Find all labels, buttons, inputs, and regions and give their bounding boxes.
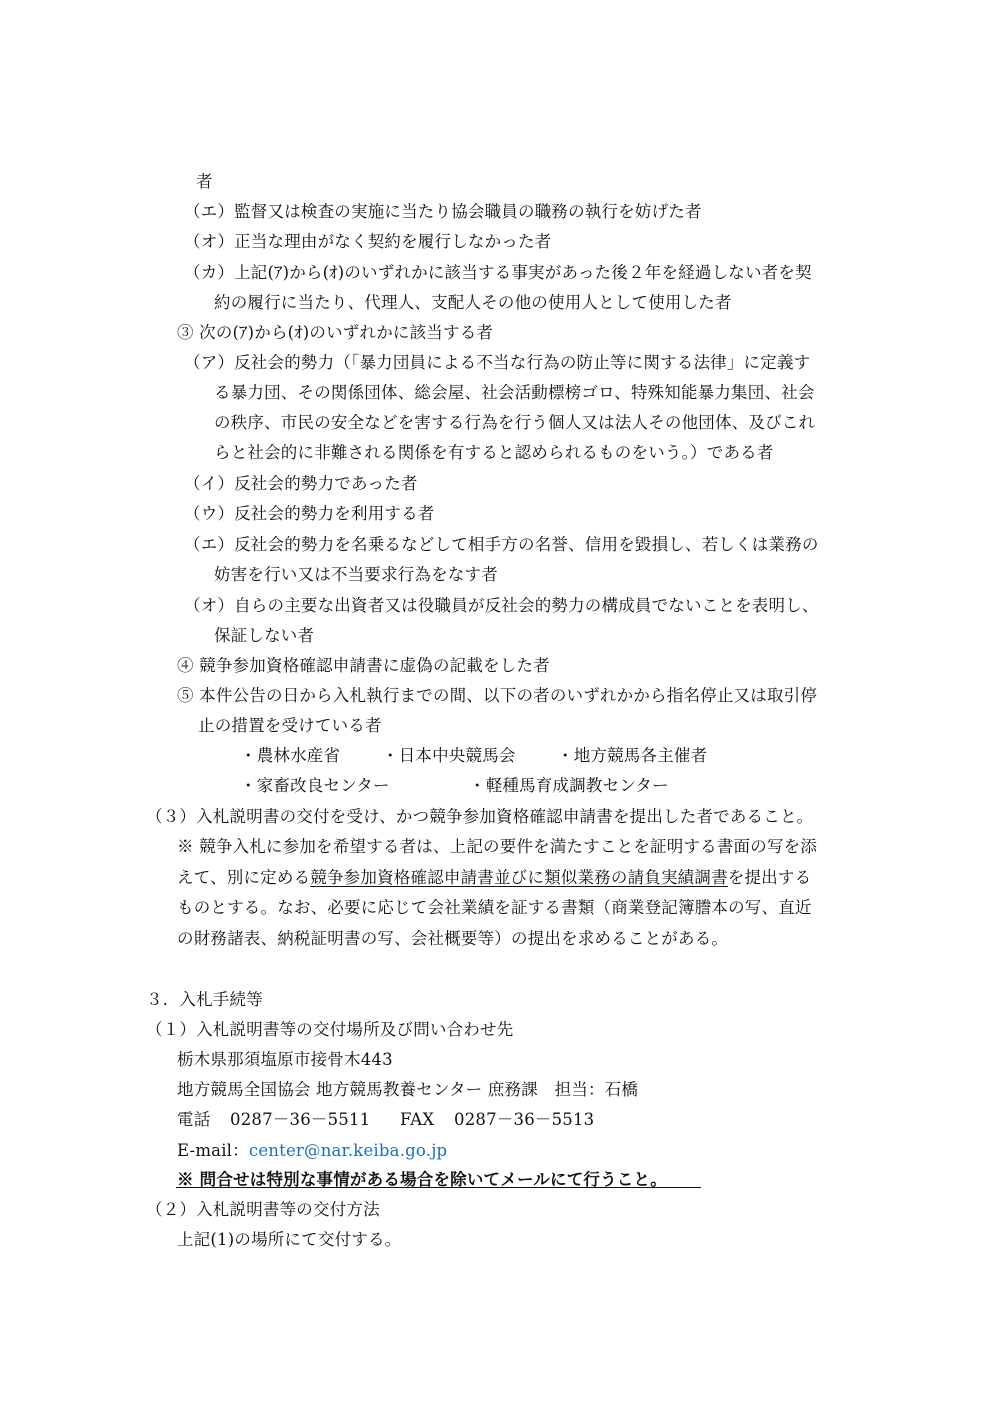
email-label: E-mail： — [177, 1141, 249, 1160]
note-underlined-docs: 競争参加資格確認申請書並びに類似業務の請負実績調書 — [310, 868, 728, 887]
list-item-o: （オ）正当な理由がなく契約を履行しなかった者 — [184, 232, 552, 251]
org-jra: ・日本中央競馬会 — [382, 746, 516, 765]
tel-label: 電話 — [177, 1110, 211, 1129]
note-line-2 — [177, 868, 811, 888]
subsection-1-heading: （１）入札説明書等の交付場所及び問い合わせ先 — [146, 1020, 514, 1039]
org-livestock-center: ・家畜改良センター — [240, 776, 390, 795]
item-3-e: （エ）反社会的勢力を名乗るなどして相手方の名誉、信用を毀損し、若しくは業務の — [184, 535, 819, 554]
note-pre: えて、別に定める — [177, 868, 311, 887]
item-3-a-cont-1: る暴力団、その関係団体、総会屋、社会活動標榜ゴロ、特殊知能暴力集団、社会 — [214, 383, 815, 402]
office: 地方競馬全国協会 地方競馬教養センター 庶務課 担当：石橋 — [177, 1080, 639, 1099]
section-3-heading: ３．入札手続等 — [146, 990, 263, 1009]
fax-label: FAX — [400, 1110, 435, 1129]
item-3-u: （ウ）反社会的勢力を利用する者 — [184, 504, 435, 523]
org-maff: ・農林水産省 — [240, 746, 341, 765]
item-3-a-cont-2: の秩序、市民の安全などを害する行為を行う個人又は法人その他団体、及びこれ — [214, 413, 816, 432]
list-item-ka: （カ）上記(ｱ)から(ｵ)のいずれかに該当する事実があった後２年を経過しない者を契 — [184, 263, 812, 282]
paragraph-3: （３）入札説明書の交付を受け、かつ競争参加資格確認申請書を提出した者であること。 — [146, 807, 814, 826]
item-3-heading: ③ 次の(ｱ)から(ｵ)のいずれかに該当する者 — [177, 323, 494, 342]
subsection-2-body: 上記(1)の場所にて交付する。 — [177, 1230, 402, 1249]
email-row — [177, 1141, 447, 1161]
item-3-a-cont-3: らと社会的に非難される関係を有すると認められるものをいう。）である者 — [214, 443, 774, 462]
org-horse-training-center: ・軽種馬育成調教センター — [469, 776, 669, 795]
fax-value: 0287－36－5513 — [454, 1110, 595, 1129]
address: 栃木県那須塩原市接骨木443 — [177, 1050, 393, 1069]
org-local-racing: ・地方競馬各主催者 — [557, 746, 708, 765]
item-5-cont: 止の措置を受けている者 — [198, 716, 382, 735]
list-item-e: （エ）監督又は検査の実施に当たり協会職員の職務の執行を妨げた者 — [184, 202, 702, 221]
item-3-e-cont: 妨害を行い又は不当要求行為をなす者 — [214, 565, 498, 584]
note-line-4: の財務諸表、納税証明書の写、会社概要等）の提出を求めることがある。 — [177, 929, 729, 948]
note-post: を提出する — [727, 868, 812, 887]
item-5: ⑤ 本件公告の日から入札執行までの間、以下の者のいずれかから指名停止又は取引停 — [177, 686, 818, 705]
item-3-i: （イ）反社会的勢力であった者 — [184, 474, 418, 493]
email-link[interactable]: center@nar.keiba.go.jp — [248, 1141, 448, 1160]
item-3-o: （オ）自らの主要な出資者又は役職員が反社会的勢力の構成員でないことを表明し、 — [184, 596, 819, 615]
continuation-text: 者 — [196, 172, 213, 191]
item-3-a: （ア）反社会的勢力（「暴力団員による不当な行為の防止等に関する法律」に定義す — [184, 353, 811, 372]
note-line-3: ものとする。なお、必要に応じて会社業績を証する書類（商業登記簿謄本の写、直近 — [177, 898, 812, 917]
subsection-2-heading: （２）入札説明書等の交付方法 — [146, 1200, 380, 1219]
list-item-ka-cont: 約の履行に当たり、代理人、支配人その他の使用人として使用した者 — [214, 293, 732, 312]
contact-notice: ※ 問合せは特別な事情がある場合を除いてメールにて行うこと。 — [177, 1170, 667, 1189]
tel-value: 0287－36－5511 — [230, 1110, 371, 1129]
notice-underline — [176, 1187, 701, 1188]
note-line-1: ※ 競争入札に参加を希望する者は、上記の要件を満たすことを証明する書面の写を添 — [177, 837, 818, 856]
item-3-o-cont: 保証しない者 — [214, 626, 315, 645]
item-4: ④ 競争参加資格確認申請書に虚偽の記載をした者 — [177, 656, 550, 675]
